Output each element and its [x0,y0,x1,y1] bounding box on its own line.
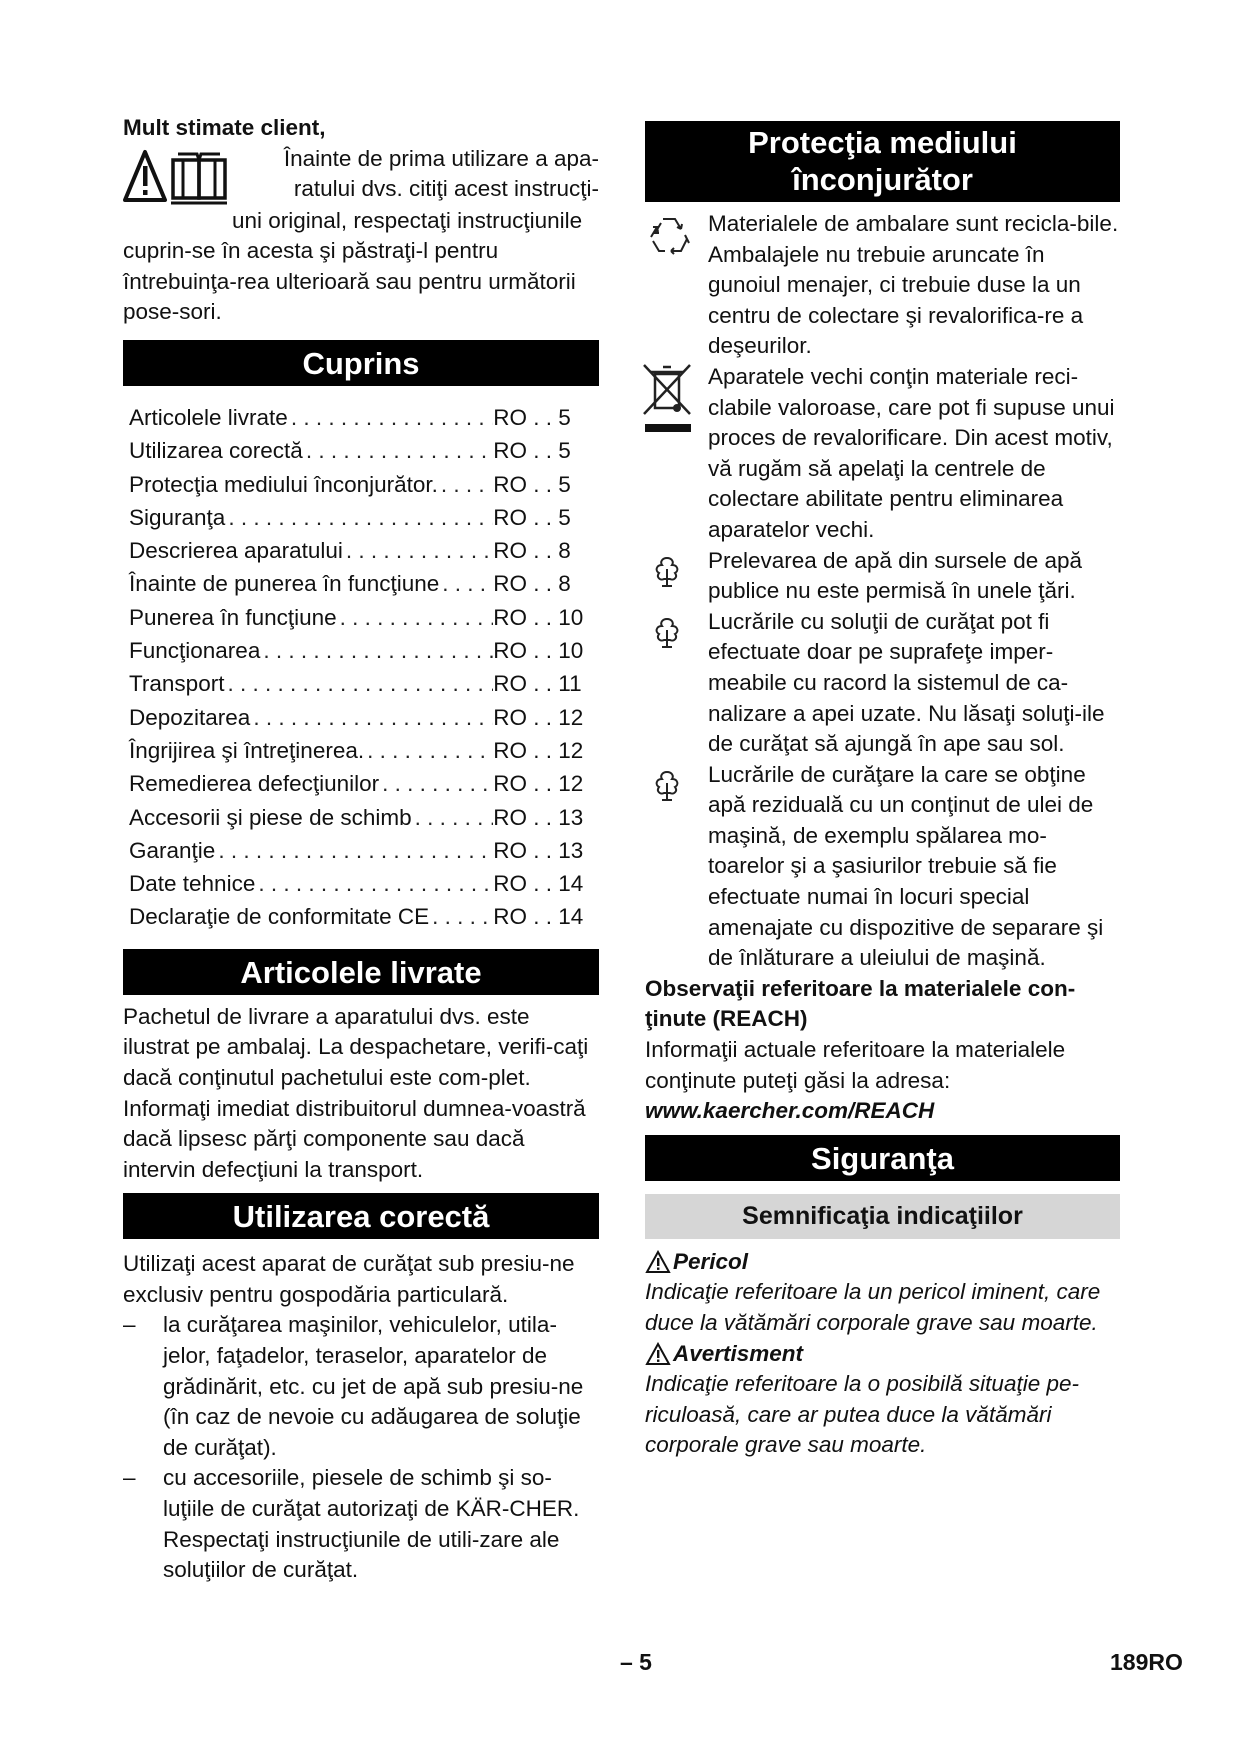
toc-page-wrap [527,434,599,467]
toc-leader-dots [225,501,493,534]
toc-item-title: Accesorii şi piese de schimb [129,804,412,830]
environment-text-3: Prelevarea de apă din sursele de apă publice nu este permisă în unele ţări. [708,547,1083,604]
toc-item-page: 12 [558,737,584,763]
toc-item-title: Siguranţa [129,504,226,530]
danger-title [645,1247,1120,1278]
toc-item[interactable] [129,900,599,933]
toc-item-ref: RO [493,804,527,830]
list-item [123,1463,599,1585]
toc-page-leader: . . [527,737,559,763]
delivery-text-1: Pachetul de livrare a aparatului dvs. este ilustrat pe ambalaj. La despachetare, verifi-caţi dacă conţinutul pachetului este com-plet. [123,1003,589,1090]
warning-title-text: Avertisment [673,1340,804,1366]
proper-use-list [123,1310,599,1585]
toc-item-title: Înainte de punerea în funcţiune [129,571,440,597]
danger-text: Indicaţie referitoare la un pericol iminent, care duce la vătămări corporale grave sau moarte. [645,1279,1101,1335]
toc-leader-dots [255,867,493,900]
toc-heading: Cuprins [123,340,599,386]
toc-item-ref: RO [493,571,527,597]
toc-page-leader: . . [527,771,559,797]
toc-page-leader: . . [527,837,559,863]
recycle-icon [645,215,693,259]
warning-text: Indicaţie referitoare la o posibilă situaţie pe-riculoasă, care ar putea duce la vătămări corporale grave sau moarte. [645,1371,1079,1458]
toc-leader-dots [439,567,493,600]
toc-item-page: 12 [558,771,584,797]
toc-item[interactable] [129,401,599,434]
intro-line-2: ratului dvs. citiţi acest instrucţi- [293,176,599,202]
toc-page-wrap [527,900,599,933]
toc-page-wrap [527,667,599,700]
toc-page-leader: . . [527,638,559,664]
toc-page-wrap [527,834,599,867]
toc-item-ref: RO [493,671,527,697]
intro-block [123,144,599,206]
toc-page-leader: . . [527,804,559,830]
toc-item[interactable] [129,667,599,700]
toc-item-page: 10 [558,638,584,664]
toc-item-page: 12 [558,704,584,730]
environment-item-oil [645,760,1120,974]
toc-item-ref: RO [493,438,527,464]
toc-item[interactable] [129,801,599,834]
toc-leader-dots [429,900,493,933]
environment-text-1: Materialele de ambalare sunt recicla-bile. Ambalajele nu trebuie aruncate în gunoiul menajer, ci trebuie duse la un centru de colectare şi revalorifica-re a deşeurilor. [708,211,1119,359]
tree-icon [650,555,684,587]
toc-item-ref: RO [493,504,527,530]
toc-page-leader: . . [527,604,559,630]
toc-page-leader: . . [527,704,559,730]
toc-item-page: 5 [558,504,571,530]
toc-page-wrap [527,601,599,634]
toc-item-page: 8 [558,571,571,597]
toc-leader-dots [379,767,493,800]
toc-item-title: Remedierea defecţiunilor [129,771,380,797]
list-item-text: cu accesoriile, piesele de schimb şi so-luţiile de curăţat autorizaţi de KÄR-CHER. Respectaţi instrucţiunile de utili-zare ale soluţiilor de curăţat. [163,1465,580,1583]
toc-item-ref: RO [493,404,527,430]
crossed-bin-icon [641,362,695,436]
toc-page-leader: . . [527,571,559,597]
environment-item-detergents [645,607,1120,760]
toc-leader-dots [337,601,494,634]
toc-page-wrap [527,767,599,800]
toc-item-page: 8 [558,538,571,564]
warning-title [645,1339,1120,1370]
warning-triangle-icon [645,1250,671,1274]
toc-page-leader: . . [527,904,559,930]
toc-item-page: 5 [558,438,571,464]
page-code: 189RO [1110,1649,1183,1675]
proper-use-heading: Utilizarea corectă [123,1193,599,1239]
environment-heading-line-1: Protecţia mediului [748,125,1017,160]
toc-item-ref: RO [493,904,527,930]
toc-item-title: Descrierea aparatului [129,538,343,564]
environment-text-2: Aparatele vechi conţin materiale reci-clabile valoroase, care pot fi supuse unui proces de revalorificare. Din acest motiv, vă rugăm să apelaţi la centrele de colectare abilitate pentru eliminarea aparatelor vechi. [708,363,1115,542]
toc-page-wrap [527,501,599,534]
toc-item-page: 14 [558,904,584,930]
environment-heading [645,121,1120,202]
toc-item-ref: RO [493,704,527,730]
toc-item-page: 13 [558,804,584,830]
list-item [123,1310,599,1463]
toc-page-leader: . . [527,438,559,464]
toc-leader-dots [250,701,493,734]
toc-page-wrap [527,567,599,600]
toc-page-wrap [527,867,599,900]
toc-item[interactable] [129,501,599,534]
delivery-text-2: Informaţi imediat distribuitorul dumnea-voastră dacă lipsesc părţi componente sau dacă intervin defecţiuni la transport. [123,1095,586,1182]
greeting: Mult stimate client, [123,115,326,140]
toc-page-wrap [527,634,599,667]
environment-text-4: Lucrările cu soluţii de curăţat pot fi efectuate doar pe suprafeţe imper-meabile cu racord la sistemul de ca-nalizare a apei uzate. Nu lăsaţi soluţi-ile de curăţat să ajungă în ape sau sol. [708,608,1105,757]
warning-triangle-icon [645,1342,671,1366]
toc-item-title: Declaraţie de conformitate CE [129,904,430,930]
toc-leader-dots [303,434,493,467]
toc-leader-dots [364,734,493,767]
toc-page-leader: . . [527,871,559,897]
proper-use-intro: Utilizaţi acest aparat de curăţat sub presiu-ne exclusiv pentru gospodăria particulară. [123,1251,575,1307]
delivery-heading: Articolele livrate [123,949,599,995]
toc-page-leader: . . [527,671,559,697]
danger-title-text: Pericol [673,1248,749,1274]
toc-item-ref: RO [493,538,527,564]
toc-leader-dots [412,801,494,834]
toc-item-title: Protecţia mediului înconjurător. [129,471,438,497]
toc-page-leader: . . [527,504,559,530]
intro-text: uni original, respectaţi instrucţiunile cuprin-se în acesta şi păstraţi-l pentru întrebuinţa-rea ulterioară sau pentru următorii pose-sori. [123,207,583,325]
reach-url[interactable]: www.kaercher.com/REACH [645,1098,935,1124]
list-item-text: la curăţarea maşinilor, vehiculelor, utila-jelor, faţadelor, teraselor, aparatelor de grădinărit, etc. cu jet de apă sub presiu-ne (în caz de nevoie cu adăugarea de soluţie de curăţat). [163,1312,584,1460]
toc-item[interactable] [129,601,599,634]
toc-leader-dots [343,534,493,567]
toc-item-page: 13 [558,837,584,863]
toc-leader-dots [215,834,493,867]
toc-item-ref: RO [493,871,527,897]
toc-item-ref: RO [493,471,527,497]
warning-and-manual-icon [123,148,227,208]
reach-text: Informaţii actuale referitoare la materialele conţinute puteţi găsi la adresa: [645,1037,1066,1093]
toc-leader-dots [438,468,493,501]
toc-item-page: 5 [558,471,571,497]
toc-page-leader: . . [527,471,559,497]
reach-title: Observaţii referitoare la materialele con-ţinute (REACH) [645,975,1076,1032]
toc-page-wrap [527,801,599,834]
toc-item[interactable] [129,567,599,600]
environment-item-recycling [645,209,1120,362]
toc-item-title: Garanţie [129,837,216,863]
toc-leader-dots [260,634,493,667]
toc-item-page: 5 [558,404,571,430]
page-number: – 5 [620,1649,652,1675]
environment-list [645,209,1120,974]
toc-item[interactable] [129,701,599,734]
table-of-contents [123,401,599,934]
environment-item-water [645,546,1120,607]
toc-item-page: 14 [558,871,584,897]
toc-item-title: Date tehnice [129,871,256,897]
toc-item-ref: RO [493,638,527,664]
toc-item[interactable] [129,867,599,900]
dash: – [123,1465,136,1491]
toc-page-leader: . . [527,404,559,430]
environment-item-old-devices [645,362,1120,546]
dash: – [123,1312,136,1338]
toc-item-title: Transport [129,671,225,697]
safety-heading: Siguranţa [645,1135,1120,1181]
toc-item[interactable] [129,834,599,867]
toc-item-ref: RO [493,837,527,863]
toc-page-wrap [527,401,599,434]
toc-page-wrap [527,534,599,567]
toc-leader-dots [224,667,493,700]
toc-leader-dots [288,401,493,434]
toc-item-ref: RO [493,737,527,763]
toc-item[interactable] [129,534,599,567]
intro-line-1: Înainte de prima utilizare a apa- [283,145,599,171]
left-column [123,113,599,1586]
toc-item[interactable] [129,634,599,667]
toc-page-wrap [527,468,599,501]
environment-heading-line-2: înconjurător [792,162,973,197]
toc-item-title: Utilizarea corectă [129,438,303,464]
toc-item-title: Depozitarea [129,704,251,730]
tree-icon [650,769,684,801]
toc-item-ref: RO [493,771,527,797]
toc-page-wrap [527,701,599,734]
tree-icon [650,616,684,648]
toc-item-title: Articolele livrate [129,404,288,430]
toc-item[interactable] [129,767,599,800]
toc-item-page: 10 [558,604,584,630]
right-column [645,121,1120,1461]
toc-item-title: Punerea în funcţiune [129,604,337,630]
toc-page-leader: . . [527,538,559,564]
toc-item[interactable] [129,434,599,467]
toc-item-ref: RO [493,604,527,630]
toc-page-wrap [527,734,599,767]
safety-subheading: Semnificaţia indicaţiilor [645,1194,1120,1239]
toc-item[interactable] [129,734,599,767]
toc-item-title: Funcţionarea [129,638,261,664]
toc-item-page: 11 [558,671,582,697]
toc-item-title: Îngrijirea şi întreţinerea. [129,737,365,763]
toc-item[interactable] [129,468,599,501]
environment-text-5: Lucrările de curăţare la care se obţine apă reziduală cu un conţinut de ulei de maşină, de exemplu spălarea mo-toarelor şi a şasiurilor trebuie să fie efectuate numai în locuri special amenajate cu dispozitive de separare şi de înlăturare a uleiului de maşină. [708,761,1104,971]
